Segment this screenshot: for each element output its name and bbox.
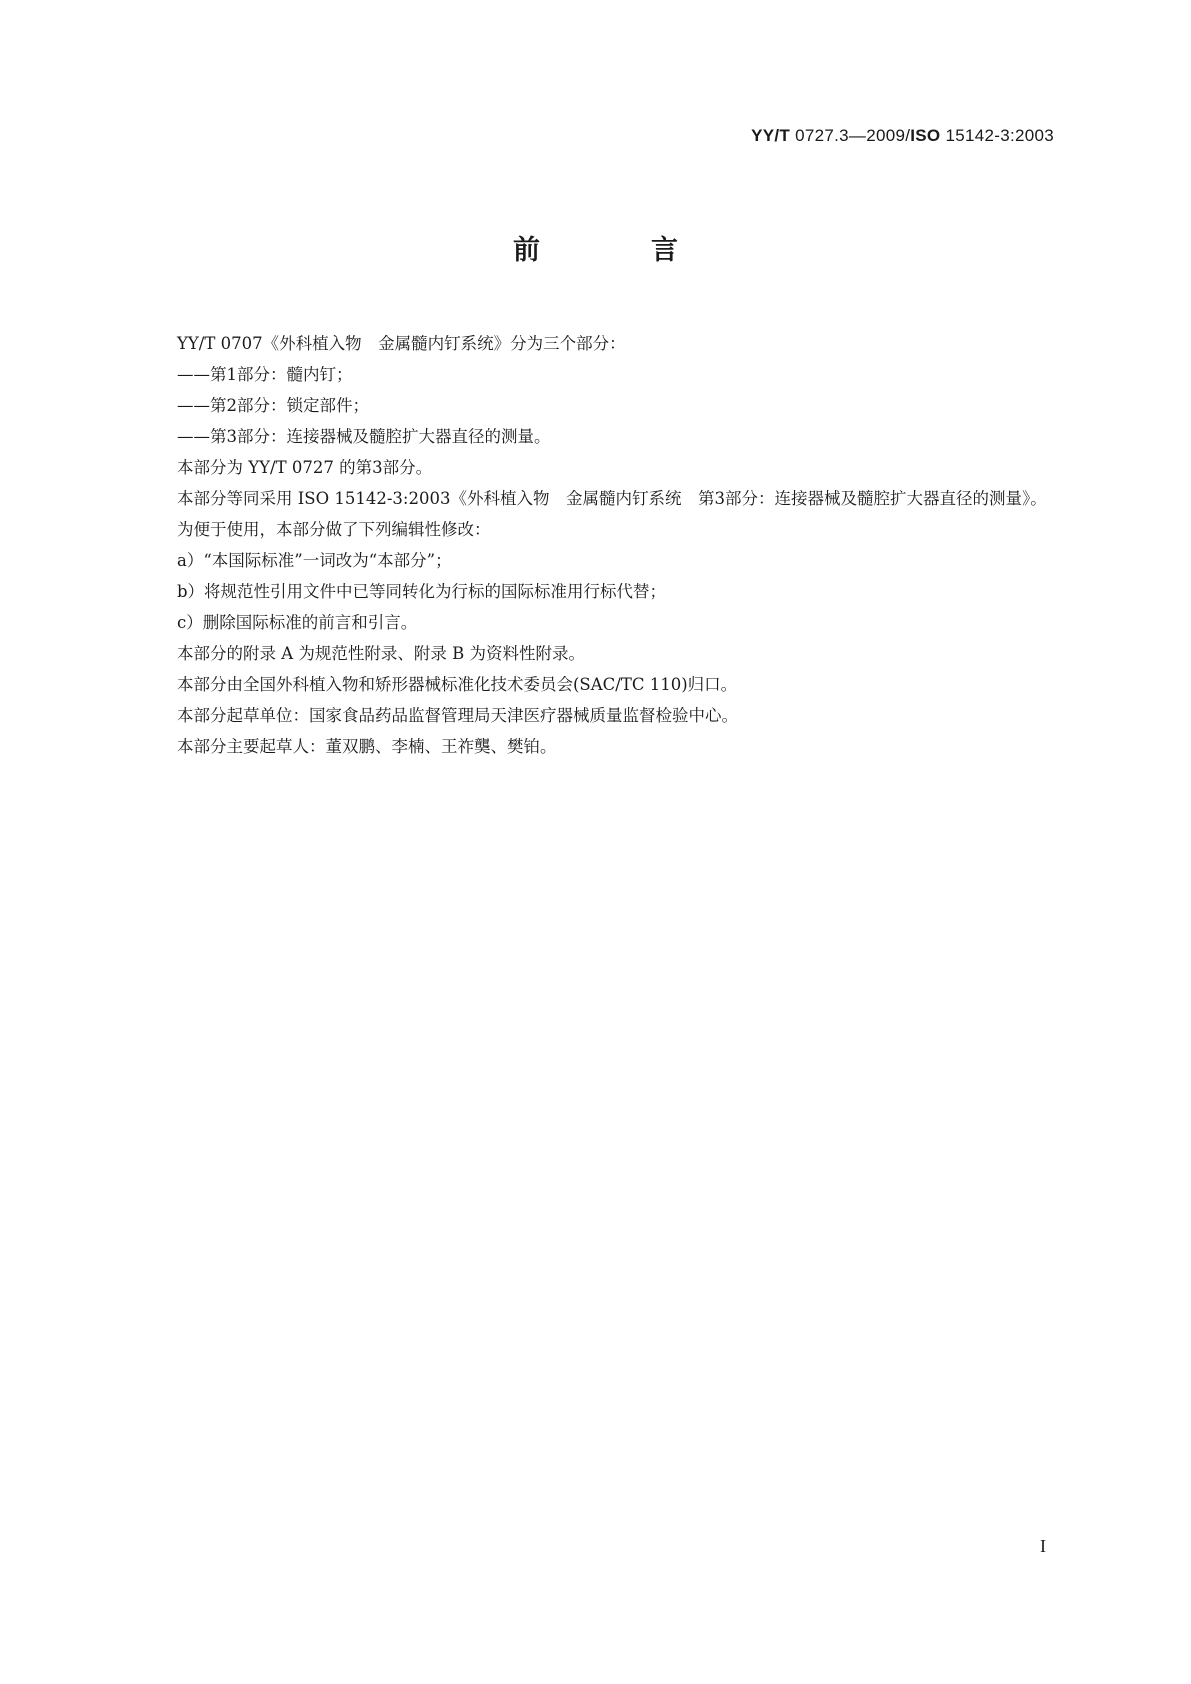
iso-number: 15142-3:2003: [945, 126, 1054, 145]
standard-code-header: [751, 126, 1054, 146]
paragraph-part-1: ——第1部分：髓内钉；: [177, 365, 353, 384]
paragraph-drafters: 本部分主要起草人：董双鹏、李楠、王祚龑、樊铂。: [177, 737, 557, 756]
standard-prefix: YY/T: [751, 126, 791, 145]
paragraph-edit-c: c）删除国际标准的前言和引言。: [177, 613, 418, 632]
iso-prefix: ISO: [910, 126, 941, 145]
paragraph-edits-intro: 为便于使用，本部分做了下列编辑性修改：: [177, 520, 491, 539]
paragraph-edit-b: b）将规范性引用文件中已等同转化为行标的国际标准用行标代替；: [177, 582, 667, 601]
paragraph-drafting-unit: 本部分起草单位：国家食品药品监督管理局天津医疗器械质量监督检验中心。: [177, 706, 738, 725]
paragraph-committee: 本部分由全国外科植入物和矫形器械标准化技术委员会(SAC/TC 110)归口。: [177, 675, 738, 694]
paragraph-part-2: ——第2部分：锁定部件；: [177, 396, 369, 415]
paragraph-edit-a: a）“本国际标准”一词改为“本部分”；: [177, 551, 452, 570]
paragraph-this-part: 本部分为 YY/T 0727 的第3部分。: [177, 458, 433, 477]
paragraph-parts-intro: YY/T 0707《外科植入物 金属髓内钉系统》分为三个部分：: [177, 334, 626, 353]
paragraph-part-3: ——第3部分：连接器械及髓腔扩大器直径的测量。: [177, 427, 551, 446]
standard-number: 0727.3—2009/: [795, 126, 911, 145]
paragraph-iso-adoption: 本部分等同采用 ISO 15142-3:2003《外科植入物 金属髓内钉系统 第3部分：连接器械及髓腔扩大器直径的测量》。: [177, 489, 1047, 508]
page-title: 前 言: [513, 235, 720, 266]
foreword-body: [132, 328, 1056, 762]
paragraph-annexes: 本部分的附录 A 为规范性附录、附录 B 为资料性附录。: [177, 644, 586, 663]
page-number: I: [1040, 1536, 1046, 1556]
